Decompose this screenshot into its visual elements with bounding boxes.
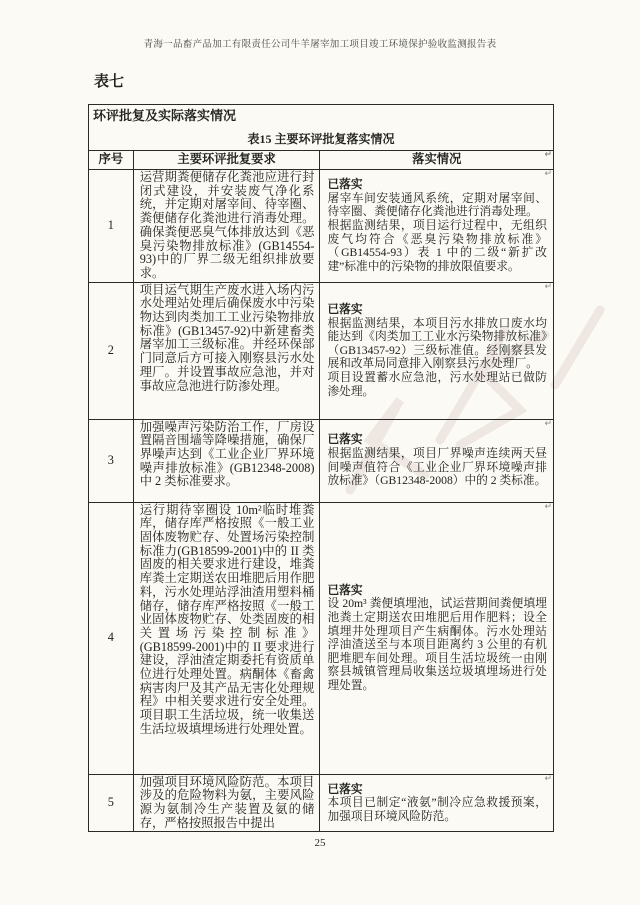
cell-end-mark: ↵ <box>544 169 552 179</box>
col-header-no: 序号 <box>89 151 133 170</box>
row-number: 3 <box>89 419 133 502</box>
approval-grid <box>89 151 553 831</box>
report-header: 青海一品畜产品加工有限责任公司牛羊屠宰加工项目竣工环境保护验收监测报告表 <box>143 40 497 50</box>
status-cell <box>320 774 553 831</box>
row-number: 2 <box>89 282 133 419</box>
requirement-cell: 加强噪声污染防治工作，厂房设置隔音围墙等降噪措施，确保厂界噪声达到《工业企业厂界环境噪声排放标准》(GB12348-2008)中 2 类标准要求。 <box>133 419 320 502</box>
status-detail: 根据监测结果，项目厂界噪声连续两天昼间噪声值符合《工业企业厂界环境噪声排放标准》（GB12348-2008）中的 2 类标准。 <box>327 447 547 488</box>
cell-end-mark: ↵ <box>544 773 552 784</box>
table-row-4 <box>89 502 553 774</box>
table-subtitle: 表15 主要环评批复落实情况 <box>89 124 553 151</box>
section-label: 表七 <box>94 74 125 90</box>
requirement-cell: 加强项目环境风险防范。本项目涉及的危险物料为氨，主要风险源为氨制冷生产装置及氨的储存，严格按照报告中提出 <box>133 774 320 831</box>
status-detail: 项目设置蓄水应急池，污水处理站已做防渗处理。 <box>327 371 547 398</box>
cell-end-mark: ↵ <box>544 150 552 160</box>
cell-end-mark: ↵ <box>544 501 552 512</box>
table-row-3 <box>89 419 553 502</box>
status-cell <box>320 282 553 419</box>
page-number: 25 <box>314 837 326 849</box>
row-number: 5 <box>89 774 133 831</box>
header-row <box>89 151 553 170</box>
col-header-status-label: 落实情况 <box>412 152 462 167</box>
status-detail: 本项目已制定“液氨”制冷应急救援预案，加强项目环境风险防范。 <box>327 796 547 823</box>
status-label: 已落实 <box>327 782 363 796</box>
table-row-5 <box>89 774 553 831</box>
approval-table <box>88 104 554 832</box>
status-detail: 根据监测结果，本项目污水排放口废水均能达到《肉类加工工业水污染物排放标准》（GB13457-92）三级标准值。经刚察县发展和改革局同意排入刚察县污水处理厂。 <box>327 316 547 371</box>
requirement-cell: 运营期粪便储存化粪池应进行封闭式建设，并安装废气净化系统，并定期对屠宰间、待宰圈、粪便储存化粪池进行消毒处理。确保粪便恶臭气体排放达到《恶臭污染物排放标准》(GB14554-93)中的厂界二级无组织排放要求。 <box>133 170 320 283</box>
status-detail: 屠宰车间安装通风系统，定期对屠宰间、待宰圈、粪便储存化粪池进行消毒处理。 <box>327 191 547 219</box>
status-detail: 根据监测结果，项目运行过程中，无组织废气均符合《恶臭污染物排放标准》（GB14554-93）表 1 中的二级“新扩改建”标准中的污染物的排放限值要求。 <box>327 219 547 273</box>
status-cell <box>320 170 553 283</box>
status-label: 已落实 <box>327 583 363 597</box>
col-header-requirement: 主要环评批复要求 <box>133 151 320 170</box>
cell-end-mark: ↵ <box>544 281 552 292</box>
row-number: 1 <box>89 170 133 283</box>
table-row-1 <box>89 170 553 283</box>
status-label: 已落实 <box>327 303 363 317</box>
col-header-status <box>320 151 553 170</box>
cell-end-mark: ↵ <box>544 418 552 429</box>
table-title: 环评批复及实际落实情况 <box>93 108 237 123</box>
requirement-cell: 运行期待宰圈设 10m²临时堆粪库，储存库严格按照《一般工业固体废物贮存、处置场污染控制标准力(GB18599-2001)中的 II 类固废的相关要求进行建设，堆粪库粪土定期送农田堆肥后用作肥料，污水处理站浮油渣用塑料桶储存，储存库严格按照《一般工业固体废物贮存、处类固废的相关置场污染控制标准》(GB18599-2001)中的 II 要求进行建设，浮油渣定期委托有资质单位进行处理处置。病酮体《畜禽病害肉尸及其产品无害化处理规程》中相关要求进行安全处理。项目职工生活垃圾，统一收集送生活垃圾填埋场进行处理处置。 <box>133 502 320 774</box>
row-number: 4 <box>89 502 133 774</box>
status-label: 已落实 <box>327 433 363 447</box>
status-detail: 设 20m³ 粪便填埋池，试运营期间粪便填埋池粪土定期送农田堆肥后用作肥料；设全填埋井处理项目产生病酮体。污水处理站浮油渣送至与本项目距离约 3 公里的有机肥堆肥车间处理。项目生活垃圾统一由刚察县城镇管理局收集送垃圾填埋场进行处理处置。 <box>327 597 547 692</box>
status-label: 已落实 <box>327 178 363 192</box>
table-row-2 <box>89 282 553 419</box>
status-cell <box>320 502 553 774</box>
status-cell <box>320 419 553 502</box>
requirement-cell: 项目运气期生产废水进入场内污水处理站处理后确保废水中污染物达到肉类加工工业污染物排放标准》(GB13457-92)中新建畜类屠宰加工三级标准。并经环保部门同意后方可接入刚察县污水处理厂。并设置事故应急池，并对事故应急池进行防渗处理。 <box>133 282 320 419</box>
